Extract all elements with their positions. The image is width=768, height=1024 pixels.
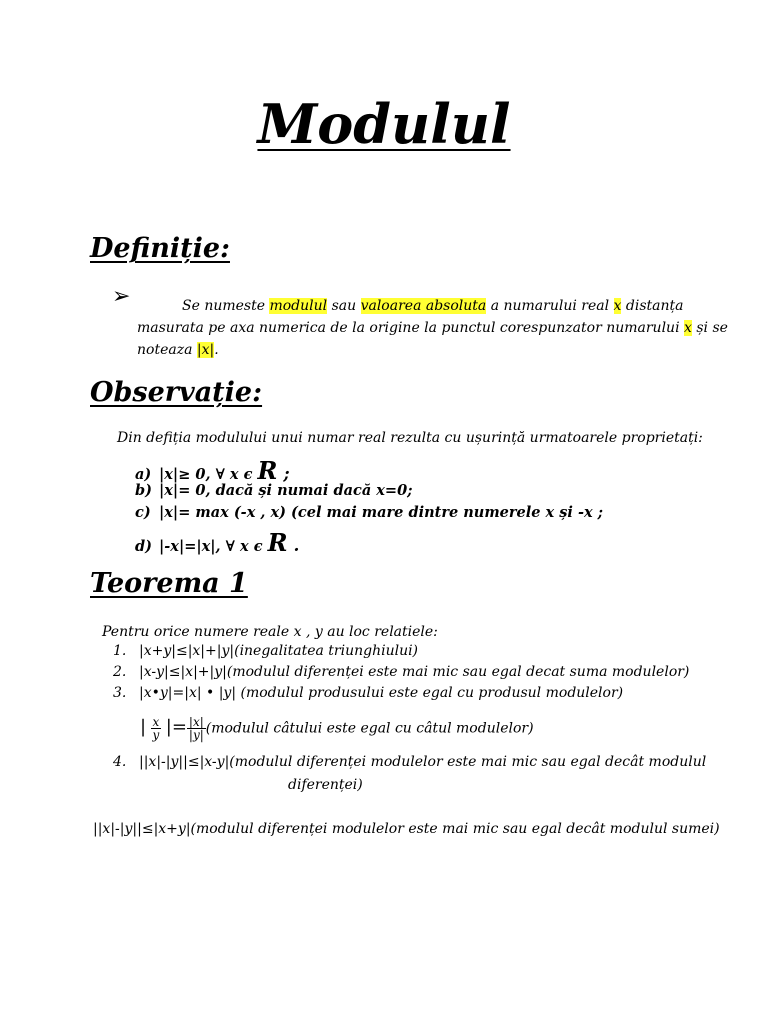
item-label: 2. — [113, 664, 127, 680]
real-numbers-symbol: R — [257, 456, 278, 485]
property-end: . — [287, 536, 300, 556]
item-label: 1. — [113, 643, 127, 659]
property-label: c) — [135, 504, 151, 521]
abs-bar: | — [140, 716, 147, 738]
item-label: 4. — [113, 754, 127, 770]
fraction-numerator: |x| — [187, 716, 206, 729]
definition-text: Se numeste — [182, 298, 270, 314]
fraction-description: (modulul câtului este egal cu câtul modulelor) — [205, 720, 534, 737]
highlight-modulul: modulul — [269, 298, 328, 314]
fraction-formula — [140, 716, 534, 741]
property-c — [135, 504, 603, 521]
property-text: |x|≥ 0, ∀ x ϵ — [159, 466, 258, 483]
theorem-item-2 — [113, 664, 689, 680]
item-text: |x•y|=|x| • |y| (modulul produsului este egal cu produsul modulelor) — [139, 685, 624, 701]
highlight-abs-x: |x| — [196, 342, 215, 358]
property-label: a) — [135, 466, 152, 483]
property-d — [135, 528, 299, 557]
definition-text: sau — [327, 298, 361, 314]
definition-text: a numarului real — [486, 298, 614, 314]
property-label: b) — [135, 482, 152, 499]
definitie-heading: Definiție: — [90, 233, 230, 264]
arrow-bullet-icon: ➢ — [112, 284, 131, 309]
fraction-denominator: y — [152, 728, 160, 742]
property-end: ; — [277, 464, 290, 484]
real-numbers-symbol: R — [267, 528, 288, 557]
theorem-last-relation: ||x|-|y||≤|x+y|(modulul diferenței modulelor este mai mic sau egal decât modulul sumei) — [93, 821, 720, 837]
item-text: |x-y|≤|x|+|y|(modulul diferenței este mai mic sau egal decat suma modulelor) — [139, 664, 690, 680]
theorem-item-3 — [113, 685, 623, 701]
page-title: Modulul — [257, 92, 511, 156]
highlight-x: x — [613, 298, 622, 314]
fraction-x-over-y — [151, 716, 162, 741]
fraction-abs-x-over-abs-y — [187, 716, 206, 741]
fraction-denominator: |y| — [188, 728, 204, 742]
property-label: d) — [135, 538, 152, 555]
definition-line-3 — [137, 342, 219, 358]
theorem-item-4-continuation: diferenței) — [288, 777, 363, 793]
definition-text: masurata pe axa numerica de la origine la punctul corespunzator numarului — [137, 320, 684, 336]
abs-bar-equals: |= — [165, 716, 187, 738]
property-text: |x|= 0, dacă și numai dacă x=0; — [159, 482, 413, 499]
observatie-heading: Observație: — [90, 377, 263, 408]
teorema-intro: Pentru orice numere reale x , y au loc relatiele: — [102, 624, 438, 640]
property-text: |x|= max (-x , x) (cel mai mare dintre numerele x și -x ; — [159, 504, 604, 521]
highlight-valoarea-absoluta: valoarea absoluta — [360, 298, 487, 314]
item-text: ||x|-|y||≤|x-y|(modulul diferenței modulelor este mai mic sau egal decât modulul — [139, 754, 707, 770]
definition-text: și se — [691, 320, 728, 336]
observatie-intro: Din defiția modulului unui numar real rezulta cu ușurință urmatoarele proprietați: — [117, 430, 703, 446]
property-b — [135, 482, 413, 499]
theorem-item-1 — [113, 643, 418, 659]
theorem-item-4 — [113, 754, 706, 770]
definition-text: distanța — [621, 298, 684, 314]
definition-line-2 — [137, 320, 728, 336]
definition-text: . — [214, 342, 219, 358]
definition-text: noteaza — [137, 342, 197, 358]
fraction-numerator: x — [152, 715, 160, 729]
teorema-heading: Teorema 1 — [90, 568, 248, 599]
definition-line-1 — [182, 298, 684, 314]
property-text: |-x|=|x|, ∀ x ϵ — [159, 538, 268, 555]
highlight-x: x — [684, 320, 692, 336]
item-label: 3. — [113, 685, 127, 701]
item-text: |x+y|≤|x|+|y|(inegalitatea triunghiului) — [139, 643, 419, 659]
property-a — [135, 456, 290, 485]
